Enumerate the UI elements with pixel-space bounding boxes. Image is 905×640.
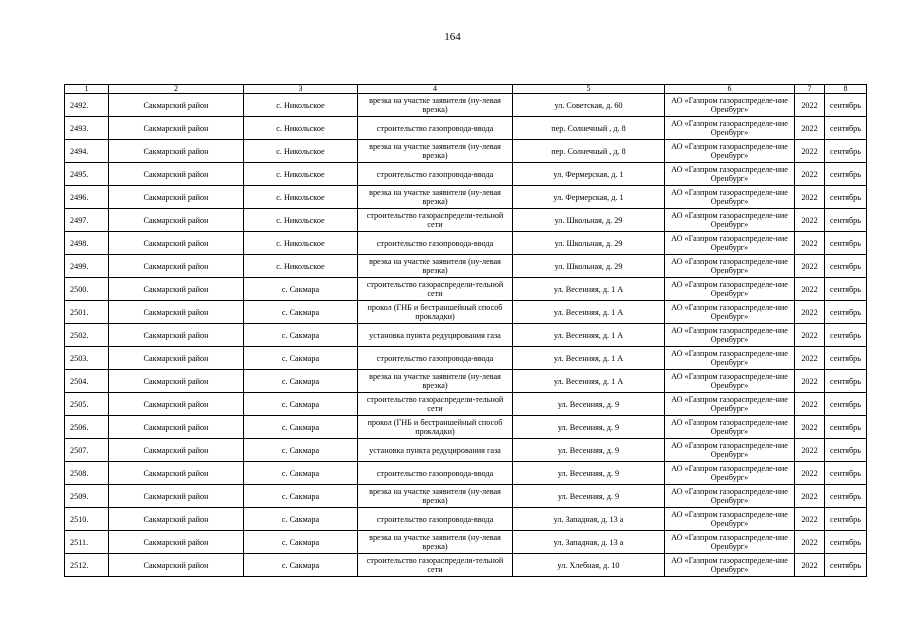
address-cell: ул. Хлебная, д. 10 [513, 554, 665, 577]
settlement-cell: с. Никольское [244, 117, 358, 140]
organization-cell: АО «Газпром газораспределе-ние Оренбург» [665, 508, 795, 531]
settlement-cell: с. Никольское [244, 163, 358, 186]
settlement-cell: с. Никольское [244, 255, 358, 278]
month-cell: сентябрь [825, 301, 867, 324]
year-cell: 2022 [795, 347, 825, 370]
settlement-cell: с. Никольское [244, 209, 358, 232]
work-type-cell: строительство газораспредели-тельной сети [358, 554, 513, 577]
organization-cell: АО «Газпром газораспределе-ние Оренбург» [665, 163, 795, 186]
organization-cell: АО «Газпром газораспределе-ние Оренбург» [665, 485, 795, 508]
work-type-cell: строительство газораспредели-тельной сети [358, 209, 513, 232]
column-header: 8 [825, 85, 867, 94]
year-cell: 2022 [795, 324, 825, 347]
row-number: 2498. [65, 232, 109, 255]
organization-cell: АО «Газпром газораспределе-ние Оренбург» [665, 94, 795, 117]
month-cell: сентябрь [825, 485, 867, 508]
column-number-row [65, 85, 867, 94]
district-cell: Сакмарский район [109, 94, 244, 117]
row-number: 2501. [65, 301, 109, 324]
settlement-cell: с. Сакмара [244, 439, 358, 462]
settlement-cell: с. Сакмара [244, 301, 358, 324]
row-number: 2508. [65, 462, 109, 485]
year-cell: 2022 [795, 232, 825, 255]
address-cell: ул. Школьная, д. 29 [513, 255, 665, 278]
district-cell: Сакмарский район [109, 301, 244, 324]
register-table [64, 84, 867, 577]
year-cell: 2022 [795, 186, 825, 209]
organization-cell: АО «Газпром газораспределе-ние Оренбург» [665, 232, 795, 255]
address-cell: ул. Весенняя, д. 9 [513, 393, 665, 416]
page-number: 164 [444, 31, 461, 43]
row-number: 2497. [65, 209, 109, 232]
address-cell: пер. Солнечный , д. 8 [513, 140, 665, 163]
table-row [65, 94, 867, 117]
district-cell: Сакмарский район [109, 416, 244, 439]
month-cell: сентябрь [825, 140, 867, 163]
organization-cell: АО «Газпром газораспределе-ние Оренбург» [665, 347, 795, 370]
district-cell: Сакмарский район [109, 485, 244, 508]
row-number: 2509. [65, 485, 109, 508]
settlement-cell: с. Сакмара [244, 416, 358, 439]
work-type-cell: строительство газопровода-ввода [358, 462, 513, 485]
year-cell: 2022 [795, 209, 825, 232]
district-cell: Сакмарский район [109, 278, 244, 301]
work-type-cell: врезка на участке заявителя (ну-левая врезка) [358, 255, 513, 278]
table-row [65, 301, 867, 324]
month-cell: сентябрь [825, 186, 867, 209]
organization-cell: АО «Газпром газораспределе-ние Оренбург» [665, 209, 795, 232]
column-header: 2 [109, 85, 244, 94]
table-row [65, 278, 867, 301]
table-row [65, 531, 867, 554]
work-type-cell: врезка на участке заявителя (ну-левая врезка) [358, 370, 513, 393]
month-cell: сентябрь [825, 324, 867, 347]
organization-cell: АО «Газпром газораспределе-ние Оренбург» [665, 416, 795, 439]
row-number: 2494. [65, 140, 109, 163]
column-header: 7 [795, 85, 825, 94]
work-type-cell: строительство газопровода-ввода [358, 163, 513, 186]
table-row [65, 416, 867, 439]
address-cell: пер. Солнечный , д. 8 [513, 117, 665, 140]
row-number: 2500. [65, 278, 109, 301]
address-cell: ул. Западная, д. 13 а [513, 508, 665, 531]
organization-cell: АО «Газпром газораспределе-ние Оренбург» [665, 117, 795, 140]
year-cell: 2022 [795, 393, 825, 416]
address-cell: ул. Весенняя, д. 1 А [513, 370, 665, 393]
district-cell: Сакмарский район [109, 186, 244, 209]
work-type-cell: строительство газопровода-ввода [358, 347, 513, 370]
address-cell: ул. Весенняя, д. 1 А [513, 301, 665, 324]
settlement-cell: с. Сакмара [244, 347, 358, 370]
table-row [65, 439, 867, 462]
year-cell: 2022 [795, 485, 825, 508]
month-cell: сентябрь [825, 554, 867, 577]
month-cell: сентябрь [825, 163, 867, 186]
column-header: 5 [513, 85, 665, 94]
district-cell: Сакмарский район [109, 117, 244, 140]
month-cell: сентябрь [825, 370, 867, 393]
month-cell: сентябрь [825, 439, 867, 462]
district-cell: Сакмарский район [109, 209, 244, 232]
work-type-cell: строительство газораспредели-тельной сети [358, 278, 513, 301]
work-type-cell: врезка на участке заявителя (ну-левая врезка) [358, 94, 513, 117]
work-type-cell: строительство газопровода-ввода [358, 508, 513, 531]
settlement-cell: с. Никольское [244, 232, 358, 255]
table-row [65, 232, 867, 255]
address-cell: ул. Западная, д. 13 а [513, 531, 665, 554]
address-cell: ул. Школьная, д. 29 [513, 209, 665, 232]
settlement-cell: с. Никольское [244, 186, 358, 209]
month-cell: сентябрь [825, 209, 867, 232]
row-number: 2505. [65, 393, 109, 416]
address-cell: ул. Весенняя, д. 1 А [513, 278, 665, 301]
address-cell: ул. Весенняя, д. 9 [513, 485, 665, 508]
row-number: 2504. [65, 370, 109, 393]
district-cell: Сакмарский район [109, 163, 244, 186]
table-row [65, 324, 867, 347]
table-row [65, 186, 867, 209]
settlement-cell: с. Сакмара [244, 554, 358, 577]
month-cell: сентябрь [825, 393, 867, 416]
year-cell: 2022 [795, 439, 825, 462]
year-cell: 2022 [795, 140, 825, 163]
year-cell: 2022 [795, 508, 825, 531]
work-type-cell: строительство газопровода-ввода [358, 117, 513, 140]
address-cell: ул. Весенняя, д. 9 [513, 439, 665, 462]
district-cell: Сакмарский район [109, 554, 244, 577]
address-cell: ул. Весенняя, д. 1 А [513, 324, 665, 347]
table-row [65, 255, 867, 278]
address-cell: ул. Весенняя, д. 9 [513, 416, 665, 439]
work-type-cell: установка пункта редуцирования газа [358, 439, 513, 462]
work-type-cell: строительство газопровода-ввода [358, 232, 513, 255]
row-number: 2492. [65, 94, 109, 117]
month-cell: сентябрь [825, 278, 867, 301]
address-cell: ул. Фермерская, д. 1 [513, 163, 665, 186]
settlement-cell: с. Сакмара [244, 324, 358, 347]
table-row [65, 393, 867, 416]
work-type-cell: врезка на участке заявителя (ну-левая врезка) [358, 485, 513, 508]
district-cell: Сакмарский район [109, 255, 244, 278]
settlement-cell: с. Сакмара [244, 485, 358, 508]
month-cell: сентябрь [825, 117, 867, 140]
row-number: 2496. [65, 186, 109, 209]
row-number: 2495. [65, 163, 109, 186]
address-cell: ул. Весенняя, д. 1 А [513, 347, 665, 370]
year-cell: 2022 [795, 255, 825, 278]
organization-cell: АО «Газпром газораспределе-ние Оренбург» [665, 393, 795, 416]
row-number: 2510. [65, 508, 109, 531]
organization-cell: АО «Газпром газораспределе-ние Оренбург» [665, 531, 795, 554]
table-row [65, 554, 867, 577]
district-cell: Сакмарский район [109, 439, 244, 462]
organization-cell: АО «Газпром газораспределе-ние Оренбург» [665, 186, 795, 209]
settlement-cell: с. Никольское [244, 94, 358, 117]
work-type-cell: врезка на участке заявителя (ну-левая врезка) [358, 531, 513, 554]
settlement-cell: с. Сакмара [244, 462, 358, 485]
work-type-cell: установка пункта редуцирования газа [358, 324, 513, 347]
district-cell: Сакмарский район [109, 508, 244, 531]
month-cell: сентябрь [825, 255, 867, 278]
organization-cell: АО «Газпром газораспределе-ние Оренбург» [665, 278, 795, 301]
organization-cell: АО «Газпром газораспределе-ние Оренбург» [665, 462, 795, 485]
table-row [65, 370, 867, 393]
settlement-cell: с. Сакмара [244, 531, 358, 554]
table-row [65, 209, 867, 232]
organization-cell: АО «Газпром газораспределе-ние Оренбург» [665, 554, 795, 577]
row-number: 2512. [65, 554, 109, 577]
district-cell: Сакмарский район [109, 462, 244, 485]
row-number: 2493. [65, 117, 109, 140]
address-cell: ул. Советская, д. 60 [513, 94, 665, 117]
district-cell: Сакмарский район [109, 232, 244, 255]
work-type-cell: строительство газораспредели-тельной сети [358, 393, 513, 416]
column-header: 4 [358, 85, 513, 94]
year-cell: 2022 [795, 117, 825, 140]
month-cell: сентябрь [825, 531, 867, 554]
column-header: 1 [65, 85, 109, 94]
year-cell: 2022 [795, 301, 825, 324]
table-row [65, 140, 867, 163]
column-header: 3 [244, 85, 358, 94]
settlement-cell: с. Никольское [244, 140, 358, 163]
district-cell: Сакмарский район [109, 370, 244, 393]
row-number: 2503. [65, 347, 109, 370]
table-row [65, 117, 867, 140]
month-cell: сентябрь [825, 508, 867, 531]
month-cell: сентябрь [825, 347, 867, 370]
address-cell: ул. Весенняя, д. 9 [513, 462, 665, 485]
settlement-cell: с. Сакмара [244, 393, 358, 416]
table-row [65, 462, 867, 485]
row-number: 2502. [65, 324, 109, 347]
year-cell: 2022 [795, 278, 825, 301]
organization-cell: АО «Газпром газораспределе-ние Оренбург» [665, 439, 795, 462]
organization-cell: АО «Газпром газораспределе-ние Оренбург» [665, 370, 795, 393]
settlement-cell: с. Сакмара [244, 508, 358, 531]
table-row [65, 485, 867, 508]
month-cell: сентябрь [825, 232, 867, 255]
row-number: 2499. [65, 255, 109, 278]
district-cell: Сакмарский район [109, 393, 244, 416]
year-cell: 2022 [795, 163, 825, 186]
work-type-cell: врезка на участке заявителя (ну-левая врезка) [358, 140, 513, 163]
month-cell: сентябрь [825, 416, 867, 439]
district-cell: Сакмарский район [109, 324, 244, 347]
year-cell: 2022 [795, 531, 825, 554]
settlement-cell: с. Сакмара [244, 278, 358, 301]
year-cell: 2022 [795, 94, 825, 117]
district-cell: Сакмарский район [109, 347, 244, 370]
column-header: 6 [665, 85, 795, 94]
row-number: 2506. [65, 416, 109, 439]
organization-cell: АО «Газпром газораспределе-ние Оренбург» [665, 140, 795, 163]
address-cell: ул. Фермерская, д. 1 [513, 186, 665, 209]
address-cell: ул. Школьная, д. 29 [513, 232, 665, 255]
organization-cell: АО «Газпром газораспределе-ние Оренбург» [665, 255, 795, 278]
year-cell: 2022 [795, 554, 825, 577]
work-type-cell: прокол (ГНБ и бестраншейный способ прокладки) [358, 416, 513, 439]
year-cell: 2022 [795, 370, 825, 393]
month-cell: сентябрь [825, 462, 867, 485]
table-row [65, 508, 867, 531]
row-number: 2507. [65, 439, 109, 462]
organization-cell: АО «Газпром газораспределе-ние Оренбург» [665, 301, 795, 324]
work-type-cell: прокол (ГНБ и бестраншейный способ прокладки) [358, 301, 513, 324]
table-row [65, 347, 867, 370]
district-cell: Сакмарский район [109, 531, 244, 554]
work-type-cell: врезка на участке заявителя (ну-левая врезка) [358, 186, 513, 209]
year-cell: 2022 [795, 462, 825, 485]
organization-cell: АО «Газпром газораспределе-ние Оренбург» [665, 324, 795, 347]
row-number: 2511. [65, 531, 109, 554]
district-cell: Сакмарский район [109, 140, 244, 163]
month-cell: сентябрь [825, 94, 867, 117]
table-row [65, 163, 867, 186]
year-cell: 2022 [795, 416, 825, 439]
settlement-cell: с. Сакмара [244, 370, 358, 393]
